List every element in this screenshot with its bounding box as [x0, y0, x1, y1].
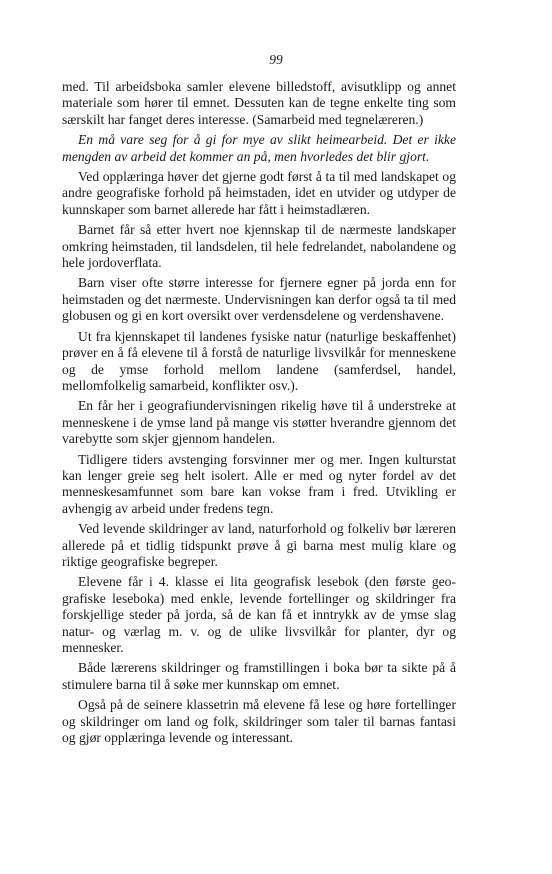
paragraph: En får her i geografiundervisningen rikelig høve til å understreke at menneskene i de ymse land på mange vis støtter hverandre gjennom det varebytte som skjer gjennom handelen. [62, 398, 456, 447]
paragraph: Barnet får så etter hvert noe kjennskap til de nærmeste landskaper omkring heimstaden, til landsdelen, til hele fedrelandet, nabolandene og hele jordoverflata. [62, 222, 456, 271]
paragraph: Ved opplæringa høver det gjerne godt først å ta til med landskapet og andre geografiske forhold på heimstaden, idet en utvider og utdyper de kunnskaper som barnet allerede har fått i heimstadlæren. [62, 169, 456, 217]
page-number: 99 [269, 52, 283, 67]
paragraph: Både lærerens skildringer og framstillingen i boka bør ta sikte på å stimulere barna til å søke mer kunnskap om emnet. [62, 660, 456, 692]
paragraph: Elevene får i 4. klasse ei lita geografisk lesebok (den første geografiske leseboka) med enkle, levende fortellinger og skildringer fra forskjellige steder på jorda, så de kan få et inntrykk av de ymse slag natur- og værlag m. v. og de ulike livsvilkår for planter, dyr og mennesker. [62, 574, 456, 655]
paragraph: Tidligere tiders avstenging forsvinner mer og mer. Ingen kulturstat kan lenger greie seg helt isolert. Alle er med og nyter fordel av det menneskesamfunnet som bare kan vokse fram i fred. Utvikling er avhengig av arbeid under fredens tegn. [62, 451, 456, 516]
paragraph: Ved levende skildringer av land, naturforhold og folkeliv bør læreren allerede på et tidlig tidspunkt prøve å gi barna mest mulig klare og riktige geografiske begreper. [62, 521, 456, 569]
paragraph-continuation: med. Til arbeidsboka samler elevene billedstoff, avisutklipp og annet materiale som hører til emnet. Dessuten kan de tegne enkelte ting som særskilt har fanget deres interesse. (Samarbeid med tegnelæreren.) [62, 79, 456, 127]
paragraph: Ut fra kjennskapet til landenes fysiske natur (naturlige beskaffenhet) prøver en å få elevene til å forstå de naturlige livsvilkår for menneskene og de ymse forhold mellom landene (samferdsel, handel, mellomfolkelig samarbeid, konflikter osv.). [62, 328, 456, 393]
body-text [62, 79, 456, 750]
paragraph-italic-note: En må vare seg for å gi for mye av slikt heimearbeid. Det er ikke mengden av arbeid det kommer an på, men hvorledes det blir gjort. [62, 132, 456, 164]
paragraph: Barn viser ofte større interesse for fjernere egner på jorda enn for heimstaden og det nærmeste. Undervisningen kan derfor også ta til med globusen og gi en kort oversikt over verdensdelene og verdenshavene. [62, 275, 456, 324]
paragraph: Også på de seinere klassetrin må elevene få lese og høre fortellinger og skildringer om land og folk, skildringer som taler til barnas fantasi og gjør opplæringa levende og interessant. [62, 697, 456, 746]
